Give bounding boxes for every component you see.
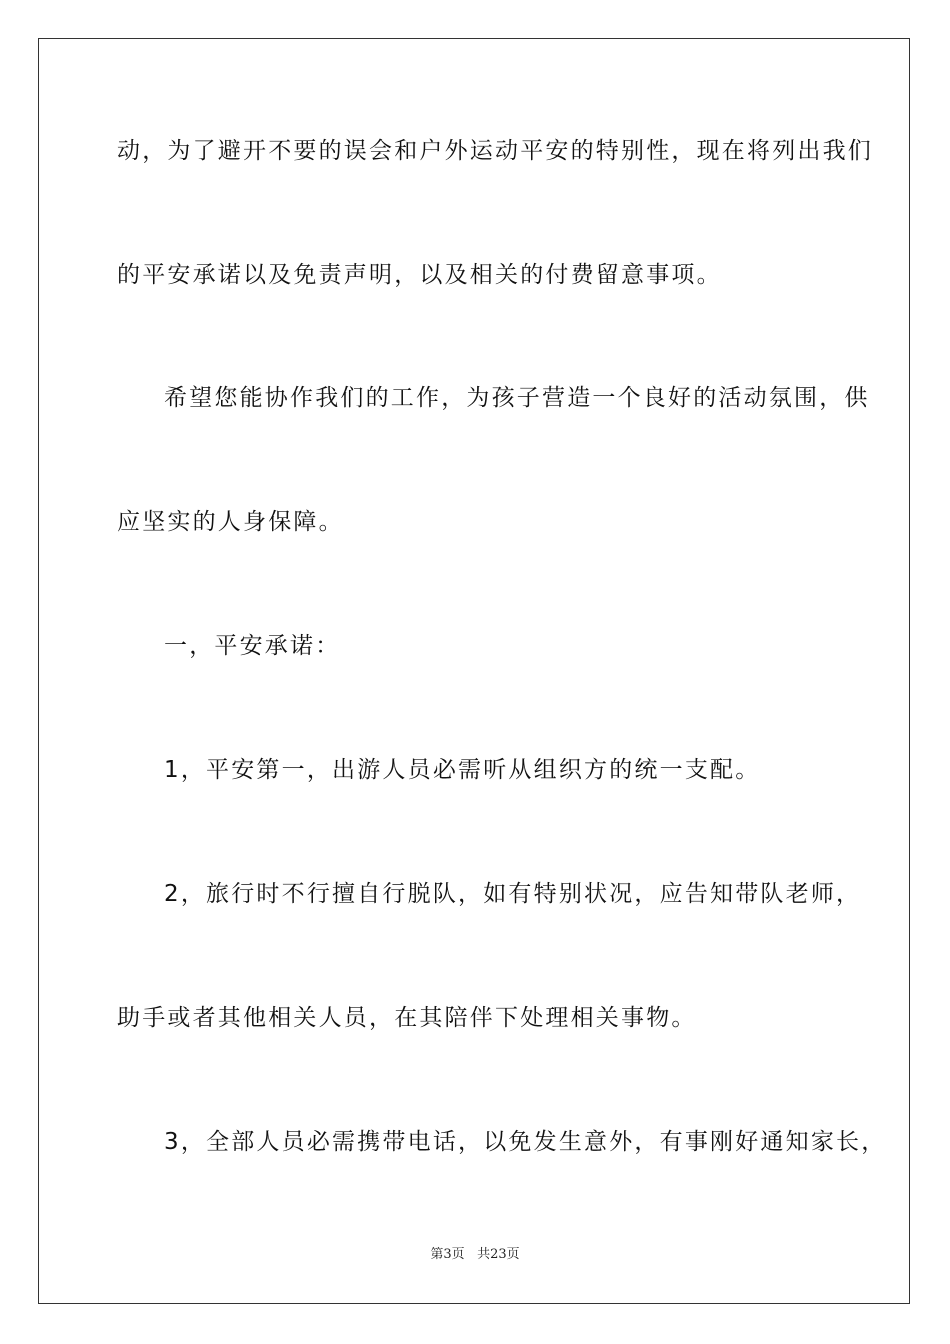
page-footer bbox=[0, 1246, 950, 1264]
page-total: 共23页 bbox=[477, 1247, 520, 1262]
page-border bbox=[38, 38, 910, 1304]
text-line-4: 应坚实的人身保障。 bbox=[117, 509, 344, 535]
text-line-item-2-cont: 助手或者其他相关人员，在其陪伴下处理相关事物。 bbox=[117, 1005, 697, 1031]
page-number: 第3页 bbox=[430, 1247, 465, 1262]
section-heading: 一，平安承诺： bbox=[164, 633, 341, 659]
text-line-3: 希望您能协作我们的工作，为孩子营造一个良好的活动氛围，供 bbox=[164, 385, 870, 411]
text-line-1: 动，为了避开不要的误会和户外运动平安的特别性，现在将列出我们 bbox=[117, 138, 873, 164]
text-line-item-1: 1，平安第一，出游人员必需听从组织方的统一支配。 bbox=[164, 757, 761, 783]
text-line-item-2: 2，旅行时不行擅自行脱队，如有特别状况，应告知带队老师， bbox=[164, 881, 862, 907]
text-line-item-3: 3，全部人员必需携带电话，以免发生意外，有事刚好通知家长， bbox=[164, 1129, 887, 1155]
text-line-2: 的平安承诺以及免责声明，以及相关的付费留意事项。 bbox=[117, 262, 722, 288]
